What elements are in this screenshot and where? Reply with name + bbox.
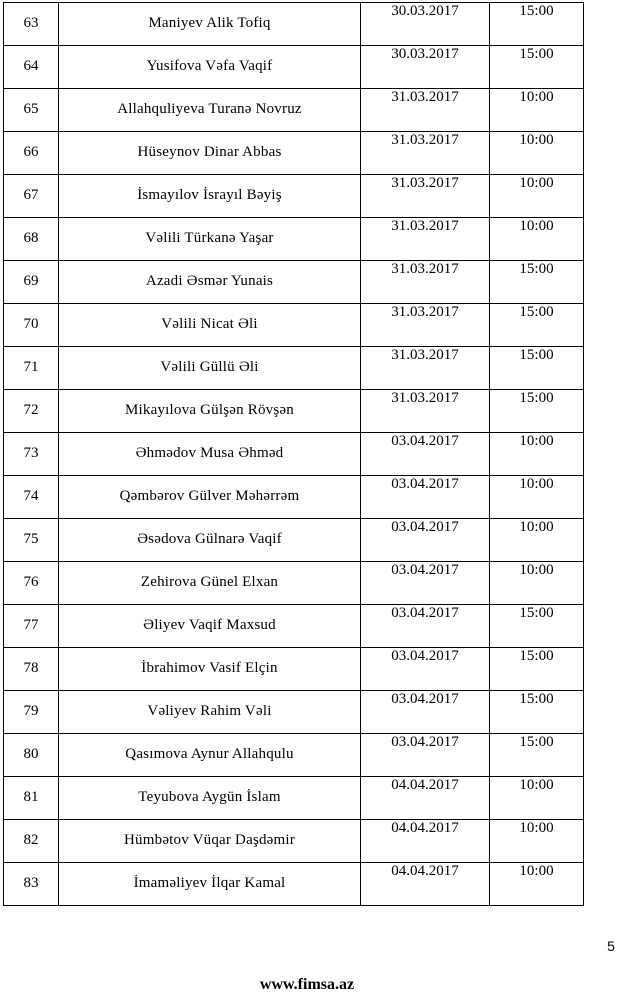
row-number-cell: 68 — [4, 218, 59, 261]
name-cell: Allahquliyeva Turanə Novruz — [59, 89, 361, 132]
table-row — [4, 46, 584, 89]
table-row — [4, 132, 584, 175]
name-cell: Yusifova Vəfa Vaqif — [59, 46, 361, 89]
name-cell: Teyubova Aygün İslam — [59, 777, 361, 820]
time-cell: 10:00 — [490, 476, 584, 519]
table-row — [4, 390, 584, 433]
name-cell: Qəmbərov Gülver Məhərrəm — [59, 476, 361, 519]
time-cell: 15:00 — [490, 648, 584, 691]
date-cell: 31.03.2017 — [361, 218, 490, 261]
date-cell: 31.03.2017 — [361, 261, 490, 304]
time-cell: 10:00 — [490, 820, 584, 863]
name-cell: Vəlili Türkanə Yaşar — [59, 218, 361, 261]
date-cell: 31.03.2017 — [361, 390, 490, 433]
time-cell: 10:00 — [490, 562, 584, 605]
date-cell: 04.04.2017 — [361, 820, 490, 863]
date-cell: 03.04.2017 — [361, 433, 490, 476]
date-cell: 03.04.2017 — [361, 648, 490, 691]
row-number-cell: 77 — [4, 605, 59, 648]
table-row — [4, 562, 584, 605]
name-cell: İsmayılov İsrayıl Bəyiş — [59, 175, 361, 218]
time-cell: 10:00 — [490, 218, 584, 261]
table-row — [4, 648, 584, 691]
row-number-cell: 70 — [4, 304, 59, 347]
name-cell: Qasımova Aynur Allahqulu — [59, 734, 361, 777]
date-cell: 03.04.2017 — [361, 562, 490, 605]
name-cell: İbrahimov Vasif Elçin — [59, 648, 361, 691]
date-cell: 30.03.2017 — [361, 3, 490, 46]
row-number-cell: 76 — [4, 562, 59, 605]
row-number-cell: 72 — [4, 390, 59, 433]
time-cell: 15:00 — [490, 691, 584, 734]
time-cell: 10:00 — [490, 89, 584, 132]
schedule-table — [3, 2, 584, 906]
row-number-cell: 78 — [4, 648, 59, 691]
date-cell: 04.04.2017 — [361, 863, 490, 906]
schedule-table-body — [4, 3, 584, 906]
table-row — [4, 777, 584, 820]
row-number-cell: 71 — [4, 347, 59, 390]
table-row — [4, 261, 584, 304]
name-cell: Vəliyev Rahim Vəli — [59, 691, 361, 734]
table-row — [4, 691, 584, 734]
table-row — [4, 734, 584, 777]
date-cell: 31.03.2017 — [361, 132, 490, 175]
date-cell: 31.03.2017 — [361, 304, 490, 347]
date-cell: 03.04.2017 — [361, 605, 490, 648]
date-cell: 31.03.2017 — [361, 89, 490, 132]
date-cell: 04.04.2017 — [361, 777, 490, 820]
footer-website: www.fimsa.az — [259, 976, 355, 993]
time-cell: 10:00 — [490, 132, 584, 175]
date-cell: 03.04.2017 — [361, 691, 490, 734]
name-cell: Hüseynov Dinar Abbas — [59, 132, 361, 175]
table-row — [4, 605, 584, 648]
row-number-cell: 81 — [4, 777, 59, 820]
table-row — [4, 519, 584, 562]
row-number-cell: 74 — [4, 476, 59, 519]
date-cell: 03.04.2017 — [361, 734, 490, 777]
row-number-cell: 79 — [4, 691, 59, 734]
date-cell: 31.03.2017 — [361, 175, 490, 218]
table-row — [4, 89, 584, 132]
table-row — [4, 476, 584, 519]
time-cell: 10:00 — [490, 433, 584, 476]
row-number-cell: 73 — [4, 433, 59, 476]
name-cell: Hümbətov Vüqar Daşdəmir — [59, 820, 361, 863]
time-cell: 15:00 — [490, 261, 584, 304]
date-cell: 03.04.2017 — [361, 476, 490, 519]
time-cell: 15:00 — [490, 3, 584, 46]
table-row — [4, 863, 584, 906]
row-number-cell: 80 — [4, 734, 59, 777]
name-cell: Əliyev Vaqif Maxsud — [59, 605, 361, 648]
time-cell: 15:00 — [490, 304, 584, 347]
name-cell: Əhmədov Musa Əhməd — [59, 433, 361, 476]
row-number-cell: 64 — [4, 46, 59, 89]
row-number-cell: 63 — [4, 3, 59, 46]
time-cell: 15:00 — [490, 390, 584, 433]
time-cell: 10:00 — [490, 777, 584, 820]
row-number-cell: 67 — [4, 175, 59, 218]
time-cell: 15:00 — [490, 605, 584, 648]
row-number-cell: 65 — [4, 89, 59, 132]
table-row — [4, 218, 584, 261]
date-cell: 31.03.2017 — [361, 347, 490, 390]
table-row — [4, 3, 584, 46]
table-row — [4, 347, 584, 390]
row-number-cell: 66 — [4, 132, 59, 175]
date-cell: 03.04.2017 — [361, 519, 490, 562]
time-cell: 10:00 — [490, 175, 584, 218]
name-cell: Vəlili Güllü Əli — [59, 347, 361, 390]
page-number: 5 — [607, 938, 615, 954]
row-number-cell: 75 — [4, 519, 59, 562]
name-cell: Azadi Əsmər Yunais — [59, 261, 361, 304]
name-cell: Zehirova Günel Elxan — [59, 562, 361, 605]
table-row — [4, 820, 584, 863]
row-number-cell: 83 — [4, 863, 59, 906]
table-row — [4, 175, 584, 218]
table-row — [4, 304, 584, 347]
name-cell: Mikayılova Gülşən Rövşən — [59, 390, 361, 433]
name-cell: Əsədova Gülnarə Vaqif — [59, 519, 361, 562]
time-cell: 10:00 — [490, 519, 584, 562]
time-cell: 10:00 — [490, 863, 584, 906]
time-cell: 15:00 — [490, 734, 584, 777]
row-number-cell: 82 — [4, 820, 59, 863]
row-number-cell: 69 — [4, 261, 59, 304]
table-row — [4, 433, 584, 476]
time-cell: 15:00 — [490, 46, 584, 89]
name-cell: Vəlili Nicat Əli — [59, 304, 361, 347]
time-cell: 15:00 — [490, 347, 584, 390]
date-cell: 30.03.2017 — [361, 46, 490, 89]
name-cell: İmaməliyev İlqar Kamal — [59, 863, 361, 906]
name-cell: Maniyev Alik Tofiq — [59, 3, 361, 46]
